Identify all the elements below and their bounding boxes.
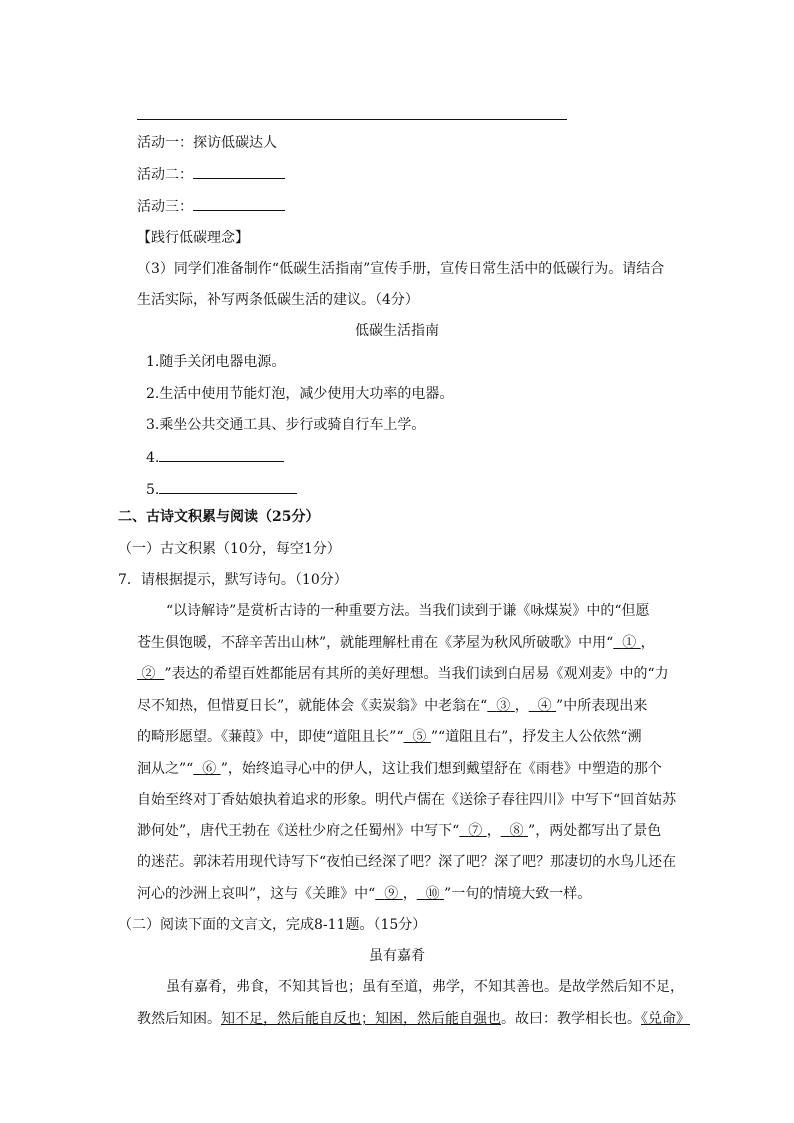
activity-3-blank[interactable] (193, 196, 285, 211)
poem-para-line-1: “以诗解诗”是赏析古诗的一种重要方法。当我们读到于谦《咏煤炭》中的“但愿 (166, 603, 650, 619)
poem-text: ”，始终追寻心中的伊人，这让我们想到戴望舒在《雨巷》中塑造的那个 (220, 761, 662, 777)
guide-item-1: 1.随手关闭电器电源。 (146, 354, 286, 370)
guide-item-5-blank[interactable] (159, 479, 297, 494)
guide-item-4-num: 4. (146, 450, 160, 466)
poem-para-line-3 (137, 664, 669, 684)
classical-text: 教然后知困。 (137, 1011, 221, 1027)
part-2-heading: 二、古诗文积累与阅读（25分） (118, 509, 320, 525)
poem-para-line-7: 自始至终对丁香姑娘执着追求的形象。明代卢儒在《送徐子春往四川》中写下“回首姑苏 (137, 792, 677, 808)
blank-5[interactable] (403, 729, 430, 745)
answer-line (137, 119, 567, 120)
poem-para-line-6 (137, 759, 662, 779)
poem-text: ”表达的希望百姓都能居有其所的美好理想。当我们读到白居易《观刈麦》中的“力 (164, 666, 669, 682)
blank-6-mark: ⑥ (202, 761, 217, 777)
blank-4[interactable] (529, 698, 556, 714)
poem-text: ”中所表现出来 (556, 698, 648, 714)
activity-2-label: 活动二： (137, 167, 193, 183)
blank-9-mark: ⑨ (384, 886, 399, 902)
guide-title: 低碳生活指南 (355, 323, 439, 339)
poem-text: ”，两处都写出了景色 (528, 823, 662, 839)
guide-item-5-num: 5. (146, 482, 160, 498)
blank-3-mark: ③ (496, 698, 511, 714)
poem-text: 苍生俱饱暖，不辞辛苦出山林”，就能理解杜甫在《茅屋为秋风所破歌》中用“ (137, 635, 614, 651)
poem-text: ， (514, 698, 529, 714)
blank-6[interactable] (193, 761, 220, 777)
guide-item-2: 2.生活中使用节能灯泡，减少使用大功率的电器。 (146, 386, 454, 402)
blank-8[interactable] (501, 823, 528, 839)
classical-underlined-title: 《兑命》 (641, 1011, 690, 1027)
section-practice: 【践行低碳理念】 (137, 230, 249, 246)
blank-10-mark: ⑩ (425, 886, 440, 902)
classical-underlined: 知不足，然后能自反也；知困，然后能自强也 (221, 1011, 501, 1027)
poem-para-line-10 (137, 884, 591, 904)
activity-2 (137, 164, 285, 185)
poem-text: ， (640, 635, 655, 651)
poem-para-line-2 (137, 633, 655, 653)
poem-text: 洄从之”“ (137, 761, 194, 777)
classical-line-2 (137, 1009, 690, 1029)
guide-item-3: 3.乘坐公共交通工具、步行或骑自行车上学。 (146, 417, 426, 433)
blank-7[interactable] (459, 823, 486, 839)
poem-text: ， (402, 886, 417, 902)
blank-2-mark: ② (141, 666, 156, 682)
blank-3[interactable] (487, 698, 514, 714)
activity-3-label: 活动三： (137, 199, 193, 215)
poem-para-line-8 (137, 821, 661, 841)
poem-text: ”“道阻且右”，抒发主人公依然“溯 (430, 729, 642, 745)
poem-para-line-4 (137, 696, 647, 716)
guide-item-4 (146, 447, 284, 468)
classical-line-1: 虽有嘉肴，弗食，不知其旨也；虽有至道，弗学，不知其善也。是故学然后知不足， (166, 979, 684, 995)
activity-1: 活动一：探访低碳达人 (137, 135, 277, 151)
poem-para-line-5 (137, 727, 641, 747)
blank-8-mark: ⑧ (509, 823, 524, 839)
poem-text: ”一句的情境大致一样。 (444, 886, 592, 902)
activity-3 (137, 196, 285, 217)
guide-item-4-blank[interactable] (159, 447, 284, 462)
poem-text: 尽不知热，但惜夏日长”，就能体会《卖炭翁》中老翁在“ (137, 698, 488, 714)
question-3-line-2: 生活实际，补写两条低碳生活的建议。（4分） (137, 292, 419, 308)
question-3-line-1: （3）同学们准备制作“低碳生活指南”宣传手册，宣传日常生活中的低碳行为。请结合 (137, 261, 665, 277)
blank-7-mark: ⑦ (468, 823, 483, 839)
blank-2[interactable] (137, 666, 164, 682)
poem-text: 渺何处”，唐代王勃在《送杜少府之任蜀州》中写下“ (137, 823, 460, 839)
blank-5-mark: ⑤ (412, 729, 427, 745)
poem-text: 河心的沙洲上哀叫”，这与《关雎》中“ (137, 886, 376, 902)
subsection-1: （一）古文积累（10分，每空1分） (118, 541, 341, 557)
blank-10[interactable] (417, 886, 444, 902)
poem-text: ， (486, 823, 501, 839)
guide-item-5 (146, 479, 297, 500)
poem-text: 的畸形愿望。《蒹葭》中，即使“道阻且长”“ (137, 729, 404, 745)
question-7: 7．请根据提示，默写诗句。（10分） (118, 572, 348, 588)
blank-1[interactable] (613, 635, 640, 651)
activity-2-blank[interactable] (193, 164, 285, 179)
subsection-2: （二）阅读下面的文言文，完成8-11题。（15分） (118, 917, 427, 933)
blank-1-mark: ① (622, 635, 637, 651)
blank-4-mark: ④ (537, 698, 552, 714)
classical-title: 虽有嘉肴 (369, 948, 425, 964)
poem-para-line-9: 的迷茫。郭沫若用现代诗写下“夜怕已经深了吧？深了吧？深了吧？那凄切的水鸟儿还在 (137, 854, 677, 870)
classical-text: 。故曰：教学相长也。 (501, 1011, 641, 1027)
blank-9[interactable] (375, 886, 402, 902)
